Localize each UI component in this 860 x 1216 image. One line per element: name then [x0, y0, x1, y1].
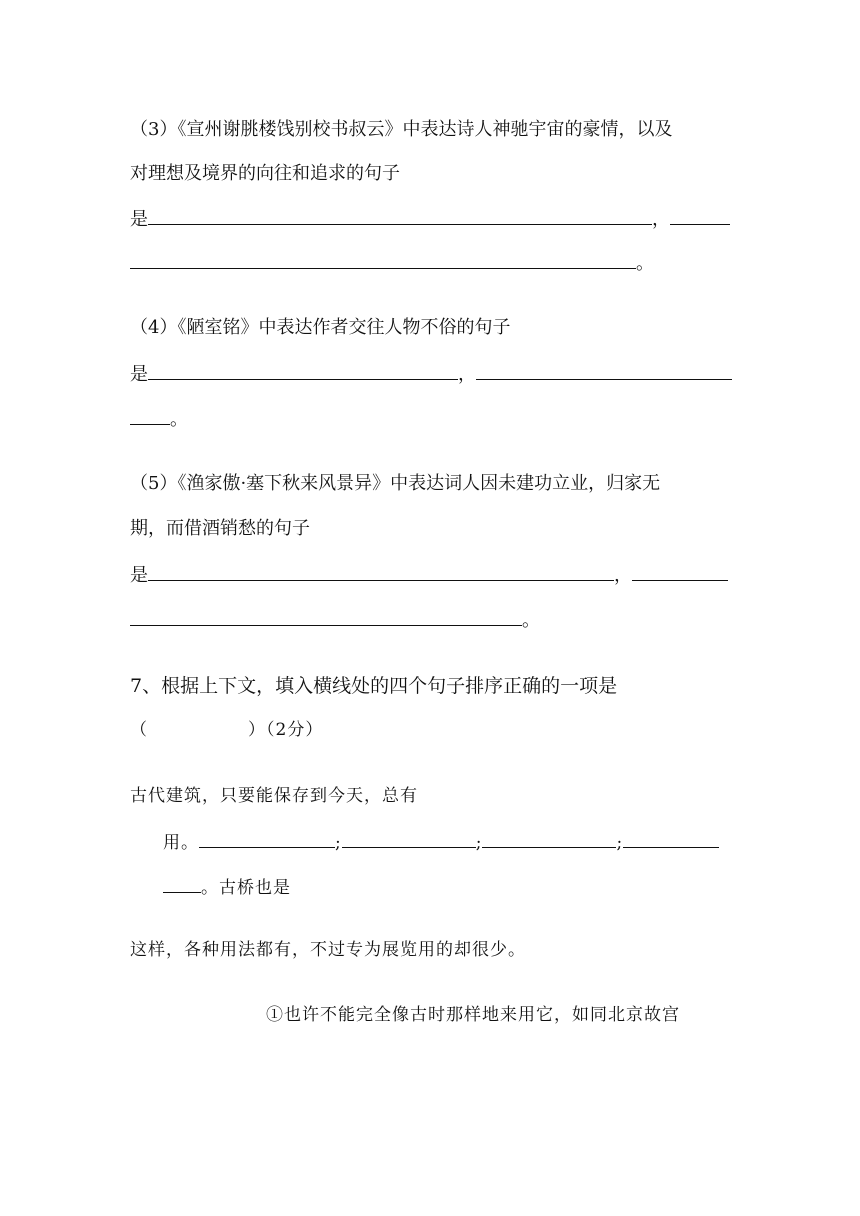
- q3-line2: 对理想及境界的向往和追求的句子: [130, 163, 400, 184]
- q5-line1: （5）《渔家傲·塞下秋来风景异》中表达词人因未建功立业，归家无: [130, 473, 661, 494]
- q7-option-1: ①也许不能完全像古时那样地来用它，如同北京故宫: [266, 1005, 680, 1025]
- q3-blank-1[interactable]: [148, 206, 652, 225]
- q3-line1: （3）《宣州谢朓楼饯别校书叔云》中表达诗人神驰宇宙的豪情，以及: [130, 119, 673, 140]
- q7-passage-line4: 这样，各种用法都有，不过专为展览用的却很少。: [130, 940, 526, 960]
- q4-prefix: 是: [130, 364, 148, 385]
- q7-passage-line3-end: 。古桥也是: [201, 878, 291, 898]
- q4-blank-2a[interactable]: [476, 361, 732, 380]
- q7-passage-line1: 古代建筑，只要能保存到今天，总有: [130, 786, 418, 806]
- q7-blank-4b[interactable]: [163, 874, 201, 893]
- q5-blank-1[interactable]: [148, 562, 614, 581]
- q7-semicolon-3: ;: [616, 833, 624, 853]
- q7-stem: 7、根据上下文，填入横线处的四个句子排序正确的一项是: [130, 675, 618, 697]
- q5-prefix: 是: [130, 565, 148, 586]
- q7-paren-close: ）（2分）: [248, 720, 324, 740]
- q7-passage-line3: [163, 874, 291, 900]
- q3-period: 。: [636, 253, 654, 274]
- q3-prefix: 是: [130, 209, 148, 230]
- q5-answer-row2: [130, 607, 540, 633]
- q4-period: 。: [170, 409, 188, 430]
- q4-blank-1[interactable]: [148, 361, 458, 380]
- q5-blank-2b[interactable]: [130, 607, 522, 626]
- q7-blank-4a[interactable]: [623, 829, 719, 848]
- q5-comma: ，: [614, 565, 632, 586]
- q7-answer-paren: [130, 718, 323, 742]
- q7-semicolon-2: ;: [475, 833, 483, 853]
- q7-blank-3[interactable]: [482, 829, 616, 848]
- q3-blank-2b[interactable]: [130, 250, 636, 269]
- q7-blank-2[interactable]: [342, 829, 476, 848]
- q7-semicolon-1: ;: [335, 833, 342, 853]
- q4-answer-row1: [130, 361, 732, 387]
- q4-answer-row2: [130, 406, 188, 432]
- q7-passage-line2: [163, 829, 719, 855]
- q7-passage-start: 用。: [163, 833, 199, 853]
- q3-answer-row1: [130, 206, 730, 232]
- q3-comma: ，: [652, 209, 670, 230]
- q4-blank-2b[interactable]: [130, 406, 170, 425]
- q3-blank-2a[interactable]: [670, 206, 730, 225]
- q7-blank-1[interactable]: [199, 829, 335, 848]
- q4-comma: ，: [458, 364, 476, 385]
- q5-blank-2a[interactable]: [632, 562, 728, 581]
- q5-period: 。: [522, 610, 540, 631]
- q5-answer-row1: [130, 562, 728, 588]
- q7-paren-open: （: [130, 720, 148, 740]
- q3-answer-row2: [130, 250, 654, 276]
- q4-line1: （4）《陋室铭》中表达作者交往人物不俗的句子: [130, 317, 511, 338]
- q5-line2: 期，而借酒销愁的句子: [130, 518, 310, 539]
